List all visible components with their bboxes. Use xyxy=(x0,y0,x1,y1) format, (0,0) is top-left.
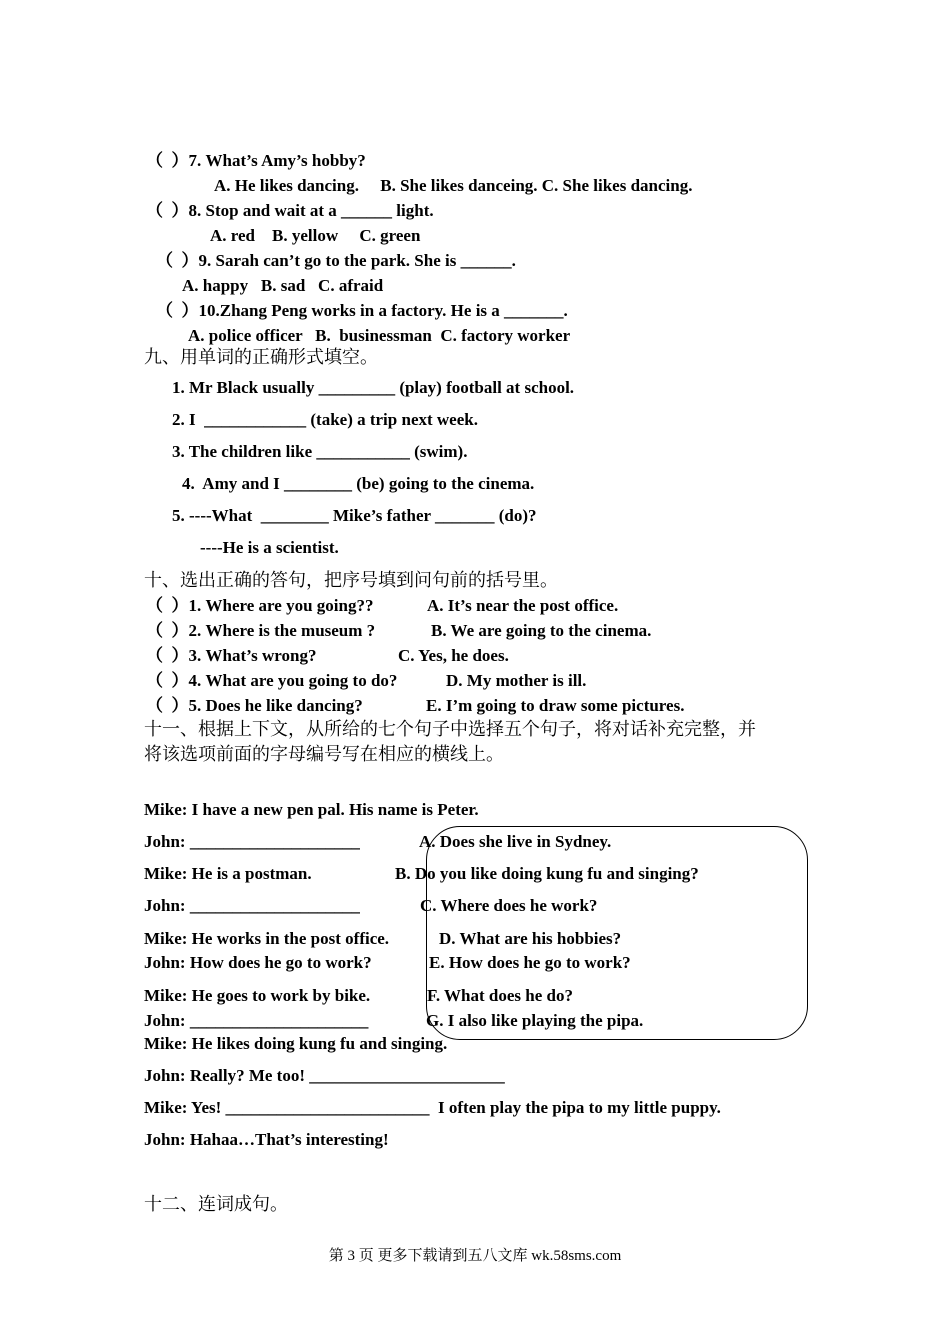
s9-item-1: 1. Mr Black usually _________ (play) football at school. xyxy=(172,378,575,397)
dialogue-line-1: Mike: I have a new pen pal. His name is Peter. xyxy=(144,800,479,819)
option-b: B. Do you like doing kung fu and singing? xyxy=(395,864,699,883)
option-a: A. Does she live in Sydney. xyxy=(419,832,612,851)
dialogue-line-3: Mike: He is a postman. xyxy=(144,864,312,883)
s9-item-4: 4. Amy and I ________ (be) going to the cinema. xyxy=(182,474,535,493)
q7-stem: （ ）7. What’s Amy’s hobby? xyxy=(146,151,366,170)
dialogue-line-12: John: Hahaa…That’s interesting! xyxy=(144,1130,389,1149)
dialogue-line-11: Mike: Yes! ________________________ I often play the pipa to my little puppy. xyxy=(144,1098,721,1117)
s10-answer-e: E. I’m going to draw some pictures. xyxy=(426,696,685,715)
s10-answer-c: C. Yes, he does. xyxy=(398,646,509,665)
q8-stem: （ ）8. Stop and wait at a ______ light. xyxy=(146,201,434,220)
s10-question-5: （ ）5. Does he like dancing? xyxy=(146,696,363,715)
s9-item-2: 2. I ____________ (take) a trip next week. xyxy=(172,410,478,429)
page-footer: 第 3 页 更多下载请到五八文库 wk.58sms.com xyxy=(328,1248,622,1264)
q8-options: A. red B. yellow C. green xyxy=(210,226,421,245)
s10-answer-b: B. We are going to the cinema. xyxy=(431,621,652,640)
option-f: F. What does he do? xyxy=(427,986,573,1005)
section10-heading: 十、选出正确的答句，把序号填到问句前的括号里。 xyxy=(144,570,558,591)
dialogue-line-8: John: _____________________ xyxy=(144,1011,369,1030)
dialogue-line-7: Mike: He goes to work by bike. xyxy=(144,986,371,1005)
s10-question-2: （ ）2. Where is the museum ? xyxy=(146,621,376,640)
dialogue-line-6: John: How does he go to work? xyxy=(144,953,372,972)
q9-stem: （ ）9. Sarah can’t go to the park. She is ______. xyxy=(156,251,516,270)
q9-options: A. happy B. sad C. afraid xyxy=(182,276,384,295)
s9-item-5: 5. ----What ________ Mike’s father _______ (do)? xyxy=(172,506,537,525)
section11-heading-line1: 十一、根据上下文，从所给的七个句子中选择五个句子，将对话补充完整，并 xyxy=(144,719,756,740)
q7-options: A. He likes dancing. B. She likes danceing. C. She likes dancing. xyxy=(214,176,693,195)
option-g: G. I also like playing the pipa. xyxy=(426,1011,644,1030)
s10-question-3: （ ）3. What’s wrong? xyxy=(146,646,317,665)
s9-item-3: 3. The children like ___________ (swim). xyxy=(172,442,468,461)
option-c: C. Where does he work? xyxy=(420,896,598,915)
s10-answer-d: D. My mother is ill. xyxy=(446,671,587,690)
dialogue-line-5: Mike: He works in the post office. xyxy=(144,929,390,948)
section9-heading: 九、用单词的正确形式填空。 xyxy=(144,347,378,368)
option-d: D. What are his hobbies? xyxy=(439,929,622,948)
section12-heading: 十二、连词成句。 xyxy=(144,1194,288,1215)
s10-question-1: （ ）1. Where are you going?? xyxy=(146,596,374,615)
option-e: E. How does he go to work? xyxy=(429,953,631,972)
s9-item-5-answer: ----He is a scientist. xyxy=(200,538,339,557)
dialogue-line-2: John: ____________________ xyxy=(144,832,360,851)
dialogue-line-9: Mike: He likes doing kung fu and singing. xyxy=(144,1034,448,1053)
s10-question-4: （ ）4. What are you going to do? xyxy=(146,671,398,690)
dialogue-line-4: John: ____________________ xyxy=(144,896,360,915)
section11-heading-line2: 将该选项前面的字母编号写在相应的横线上。 xyxy=(144,744,504,765)
s10-answer-a: A. It’s near the post office. xyxy=(427,596,619,615)
q10-stem: （ ）10.Zhang Peng works in a factory. He is a _______. xyxy=(156,301,568,320)
q10-options: A. police officer B. businessman C. factory worker xyxy=(188,326,571,345)
dialogue-line-10: John: Really? Me too! _______________________ xyxy=(144,1066,505,1085)
